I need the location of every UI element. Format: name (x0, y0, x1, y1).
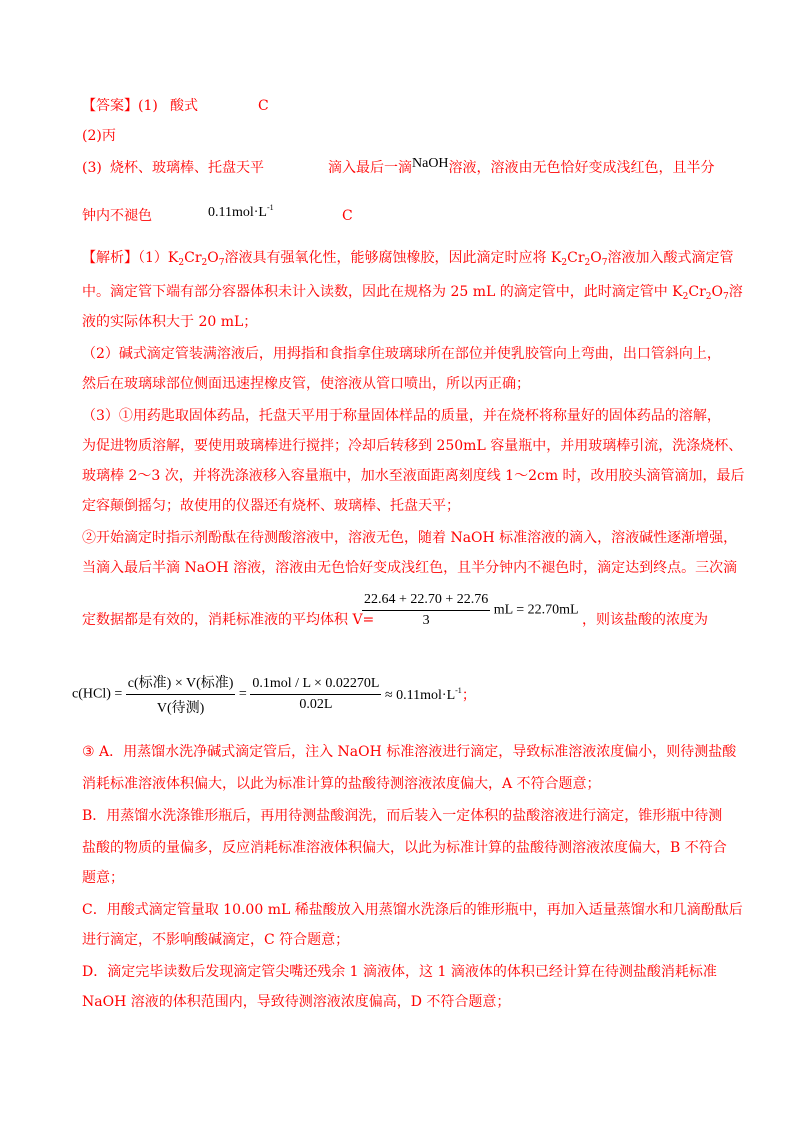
analysis-p7-line-1: C．用酸式滴定管量取 10.00 mL 稀盐酸放入用蒸馏水洗涤后的锥形瓶中，再加入适量蒸馏水和几滴酚酞后 (82, 902, 743, 918)
analysis-p7-line-2: 进行滴定，不影响酸碱滴定，C 符合题意； (82, 932, 350, 948)
analysis-p4-line-1: ②开始滴定时指示剂酚酞在待测酸溶液中，溶液无色，随着 NaOH 标准溶液的滴入，溶液碱性逐渐增强， (82, 530, 738, 546)
answer-line-2: (2)丙 (82, 128, 116, 144)
analysis-p6-line-2: 盐酸的物质的量偏多，反应消耗标准溶液体积偏大，以此为标准计算的盐酸待测溶液浓度偏大，B 不符合 (82, 840, 727, 856)
q3-label: (3) (82, 160, 102, 176)
eq-fraction-1: $\frac{\text{c(标准) × V(标准)}}{\text{V(待测)}}$ (126, 672, 236, 717)
analysis-p4-line-3 (82, 610, 374, 630)
avg-volume-tail: ，则该盐酸的浓度为 (582, 612, 708, 628)
avg-volume-fraction (362, 592, 579, 629)
q3-answer-a: 烧杯、玻璃棒、托盘天平 (110, 160, 264, 176)
analysis-p2-line-2: 然后在玻璃球部位侧面迅速捏橡皮管，使溶液从管口喷出，所以丙正确； (82, 376, 530, 392)
analysis-p2-line-1: （2）碱式滴定管装满溶液后，用拇指和食指拿住玻璃球所在部位并使乳胶管向上弯曲，出口管斜向上， (82, 346, 721, 362)
concentration-equation: c(HCl) = $\frac{\text{c(标准) × V(标准)}}{\text{V(待测)}}$ = $\frac{\text{0.1mol / L × 0.02270L}}{0.02L}$ ≈ $0.11mol\cdot L^{-1}$； (72, 672, 476, 717)
eq-lhs: c(HCl) = (72, 686, 123, 702)
avg-volume-numerator: 22.64 + 22.70 + 22.76 (362, 592, 490, 611)
eq-result: ≈ $0.11mol\cdot L^{-1}$ (384, 685, 462, 703)
analysis-p3-line-4: 定容颠倒摇匀；故使用的仪器还有烧杯、玻璃棒、托盘天平； (82, 498, 460, 514)
q3-answer-c: $0.11mol\cdot L^{-1}$ (208, 203, 274, 220)
naoh-formula: NaOH (412, 156, 449, 171)
avg-volume-text: 定数据都是有效的，消耗标准液的平均体积 V= (82, 612, 375, 628)
q1-answer-b: C (258, 98, 269, 114)
answer-tag: 【答案】 (82, 98, 138, 114)
avg-volume-denominator: 3 (422, 613, 430, 628)
analysis-p3-line-3: 玻璃棒 2～3 次，并将洗涤液移入容量瓶中，加水至液面距离刻度线 1～2cm 时，改用胶头滴管滴加，最后 (82, 468, 745, 484)
analysis-p6-line-3: 题意； (82, 870, 124, 886)
answer-line-3 (82, 156, 715, 178)
avg-volume-result: mL = 22.70mL (493, 602, 579, 618)
answer-line-1 (82, 96, 269, 116)
analysis-p3-line-2: 为促进物质溶解，要使用玻璃棒进行搅拌；冷却后转移到 250mL 容量瓶中，并用玻璃棒引流，洗涤烧杯、 (82, 438, 743, 454)
analysis-line-2: 中。滴定管下端有部分容器体积未计入读数，因此在规格为 25 mL 的滴定管中，此时滴定管中 $K_2Cr_2O_7$溶 (82, 284, 743, 302)
eq-end: ； (461, 688, 476, 704)
analysis-line-1: 【解析】$(1)K_2Cr_2O_7$溶液具有强氧化性，能够腐蚀橡胶，因此滴定时应将 $K_2Cr_2O_7$溶液加入酸式滴定管 (82, 250, 734, 268)
q1-label: (1) (138, 98, 158, 114)
analysis-p8-line-2: NaOH 溶液的体积范围内，导致待测溶液浓度偏高，D 不符合题意； (82, 994, 511, 1010)
eq-fraction-2: $\frac{\text{0.1mol / L × 0.02270L}}{0.02L}$ (252, 676, 380, 712)
analysis-p5-line-2: 消耗标准溶液体积偏大，以此为标准计算的盐酸待测溶液浓度偏大，A 不符合题意； (82, 776, 601, 792)
q1-answer-a: 酸式 (170, 98, 198, 114)
analysis-p8-line-1: D．滴定完毕读数后发现滴定管尖嘴还残余 1 滴液体，这 1 滴液体的体积已经计算在待测盐酸消耗标准 (82, 964, 717, 980)
answer-line-4 (82, 203, 353, 226)
q3-answer-b-cont: 钟内不褪色 (82, 208, 152, 224)
q3-answer-b: 滴入最后一滴NaOH溶液，溶液由无色恰好变成浅红色，且半分 (328, 156, 715, 176)
q3-answer-d: C (342, 208, 353, 224)
analysis-p4-line-2: 当滴入最后半滴 NaOH 溶液，溶液由无色恰好变成浅红色，且半分钟内不褪色时，滴定达到终点。三次滴 (82, 560, 738, 576)
analysis-p6-line-1: B．用蒸馏水洗涤锥形瓶后，再用待测盐酸润洗，而后装入一定体积的盐酸溶液进行滴定，锥形瓶中待测 (82, 808, 723, 824)
analysis-line-3: 液的实际体积大于 20 mL； (82, 314, 258, 330)
analysis-p3-line-1: （3）①用药匙取固体药品，托盘天平用于称量固体样品的质量，并在烧杯将称量好的固体药品的溶解， (82, 408, 721, 424)
analysis-p5-line-1: ③ A．用蒸馏水洗净碱式滴定管后，注入 NaOH 标准溶液进行滴定，导致标准溶液浓度偏小，则待测盐酸 (82, 744, 737, 760)
analysis-tag: 【解析】 (82, 250, 138, 266)
